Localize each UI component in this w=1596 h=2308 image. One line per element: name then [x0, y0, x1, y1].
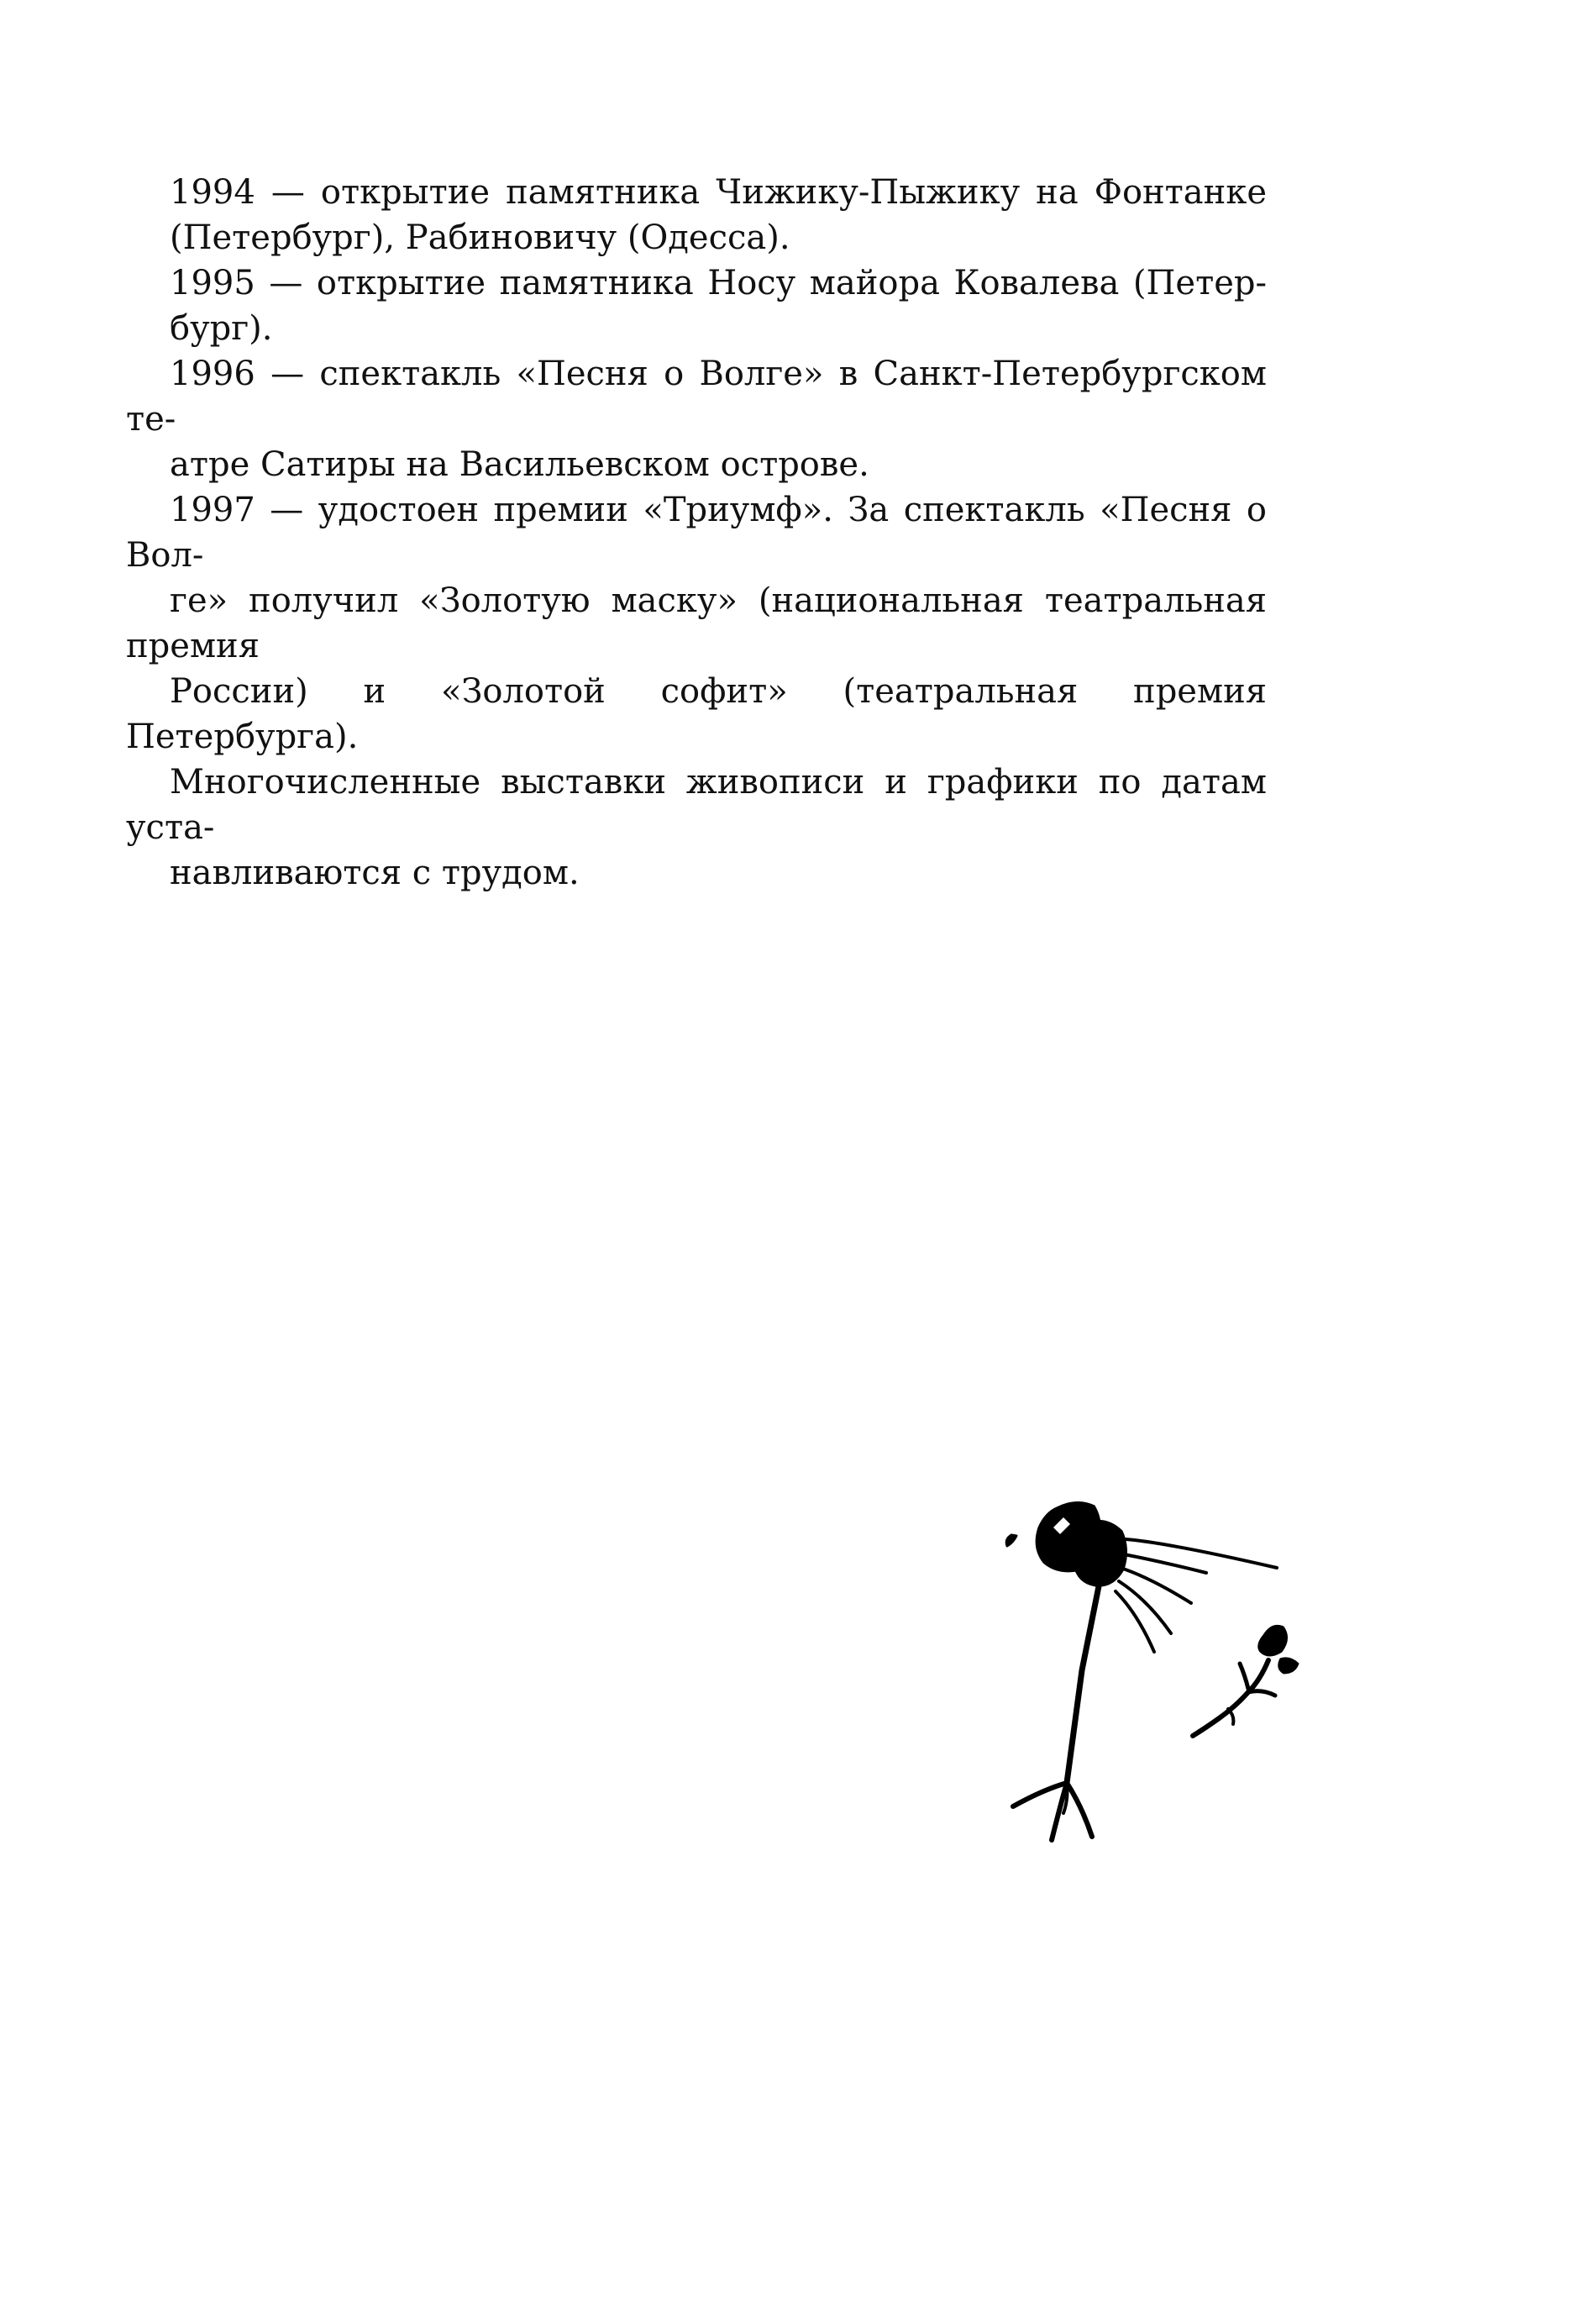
text-line: атре Сатиры на Васильевском острове. [170, 445, 869, 484]
text-line: Многочисленные выставки живописи и графики по датам уста- [126, 763, 1267, 847]
paragraph-1997 [126, 487, 1267, 760]
text-line: России) и «Золотой софит» (театральная премия Петербурга). [126, 672, 1267, 756]
text-line: бург). [170, 309, 273, 348]
paragraph-exhibitions [126, 760, 1267, 896]
film-camera-sketch-icon [983, 1487, 1336, 1882]
paragraph-1996 [126, 351, 1267, 487]
paragraph-1994 [126, 170, 1267, 260]
paragraph-1995 [126, 260, 1267, 351]
text-line: 1995 — открытие памятника Носу майора Ковалева (Петер- [170, 264, 1267, 302]
text-line: навливаются с трудом. [170, 854, 580, 892]
text-line: 1994 — открытие памятника Чижику-Пыжику на Фонтанке [170, 173, 1267, 212]
chronology-text [126, 170, 1267, 896]
text-line: (Петербург), Рабиновичу (Одесса). [170, 218, 790, 257]
text-line: 1996 — спектакль «Песня о Волге» в Санкт-Петербургском те- [126, 355, 1267, 439]
text-line: 1997 — удостоен премии «Триумф». За спектакль «Песня о Вол- [126, 491, 1267, 575]
text-line: ге» получил «Золотую маску» (национальная театральная премия [126, 581, 1267, 665]
